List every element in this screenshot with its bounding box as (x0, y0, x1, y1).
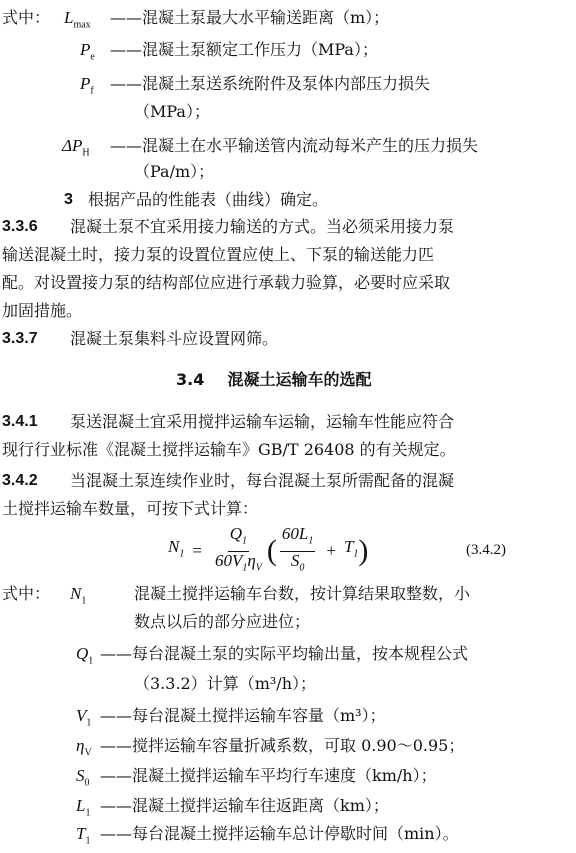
fraction-1-numerator: $Q_1$ (228, 525, 249, 551)
def-l1: ——混凝土搅拌运输车往返距离（km）； (100, 796, 389, 815)
fraction-2-numerator: $60L_1$ (280, 525, 315, 551)
def-t1: ——每台混凝土搅拌运输车总计停歇时间（min）。 (100, 824, 459, 843)
clause-line: 输送混凝土时，接力泵的设置位置应使上、下泵的输送能力匹 (2, 245, 435, 264)
symbol-pf: $P_f$ (80, 74, 94, 97)
clause-number: 3.4.2 (2, 472, 38, 489)
equation-number: (3.4.2) (466, 542, 506, 558)
def-lmax: ——混凝土泵最大水平输送距离（m）； (110, 8, 390, 27)
def-pe: ——混凝土泵额定工作压力（MPa）； (110, 40, 378, 59)
formula-fraction-1 (213, 525, 264, 577)
symbol-v1: $V_1$ (76, 706, 92, 729)
def-n1-cont: 数点以后的部分应进位； (134, 612, 311, 631)
def-s0: ——混凝土搅拌运输车平均行车速度（km/h）； (100, 766, 437, 785)
symbol-n1: $N_1$ (70, 584, 87, 607)
fraction-1-denominator: $60V_1\eta_V$ (214, 550, 262, 573)
clause-line: 现行行业标准《混凝土搅拌运输车》GB/T 26408 的有关规定。 (2, 440, 456, 459)
def-q1: ——每台混凝土泵的实际平均输出量，按本规程公式 (100, 644, 469, 663)
formula-3-4-2 (168, 526, 368, 576)
formula-t1: $T_1$ (343, 537, 359, 560)
formula-equals: = (192, 541, 202, 560)
symbol-lmax: $L_{max}$ (64, 8, 91, 31)
clause-text: 混凝土泵集料斗应设置网筛。 (70, 329, 279, 348)
symbol-q1: $Q_1$ (76, 644, 94, 667)
formula-right-paren: ) (358, 534, 369, 567)
symbol-pe: $P_e$ (80, 40, 95, 63)
clause-line: 配。对设置接力泵的结构部位应进行承载力验算，必要时应采取 (2, 273, 451, 292)
clause-line: 土搅拌运输车数量，可按下式计算： (2, 499, 259, 518)
section-heading (176, 368, 372, 392)
def-q1-cont: （3.3.2）计算（m³/h）； (134, 674, 316, 693)
def-eta-v: ——搅拌运输车容量折减系数，可取 0.90～0.95； (100, 736, 465, 755)
formula-plus: + (326, 541, 336, 560)
where-label: 式中： (2, 584, 51, 603)
clause-line: 加固措施。 (2, 301, 83, 320)
clause-number: 3.4.1 (2, 413, 38, 430)
where-label: 式中： (2, 8, 51, 27)
section-title: 混凝土运输车的选配 (227, 370, 372, 389)
fraction-2-denominator: $S_0$ (290, 550, 305, 573)
symbol-eta-v: $\eta_V$ (76, 736, 92, 759)
def-pf: ——混凝土泵送系统附件及泵体内部压力损失 (110, 74, 431, 93)
formula-left-paren: ( (266, 534, 277, 567)
symbol-t1: $T_1$ (76, 824, 91, 847)
symbol-s0: $S_0$ (76, 766, 90, 789)
symbol-delta-ph: $\Delta P_H$ (62, 136, 90, 159)
formula-lhs: $N_1$ (168, 537, 185, 560)
item-number: 3 (64, 191, 73, 208)
clause-line: 混凝土泵不宜采用接力输送的方式。当必须采用接力泵 (70, 217, 455, 236)
symbol-l1: $L_1$ (76, 796, 91, 819)
clause-number: 3.3.7 (2, 330, 38, 347)
section-number: 3.4 (176, 370, 205, 389)
def-n1: 混凝土搅拌运输车台数，按计算结果取整数，小 (134, 584, 471, 603)
def-delta-ph-cont: （Pa/m）； (134, 162, 215, 181)
clause-number: 3.3.6 (2, 218, 38, 235)
formula-fraction-2 (280, 525, 315, 577)
def-pf-cont: （MPa）； (134, 102, 210, 121)
def-delta-ph: ——混凝土在水平输送管内流动每米产生的压力损失 (110, 136, 479, 155)
def-v1: ——每台混凝土搅拌运输车容量（m³）； (100, 706, 386, 725)
item-text: 根据产品的性能表（曲线）确定。 (88, 190, 329, 209)
clause-line: 泵送混凝土宜采用搅拌运输车运输，运输车性能应符合 (70, 412, 455, 431)
clause-line: 当混凝土泵连续作业时，每台混凝土泵所需配备的混凝 (70, 471, 455, 490)
